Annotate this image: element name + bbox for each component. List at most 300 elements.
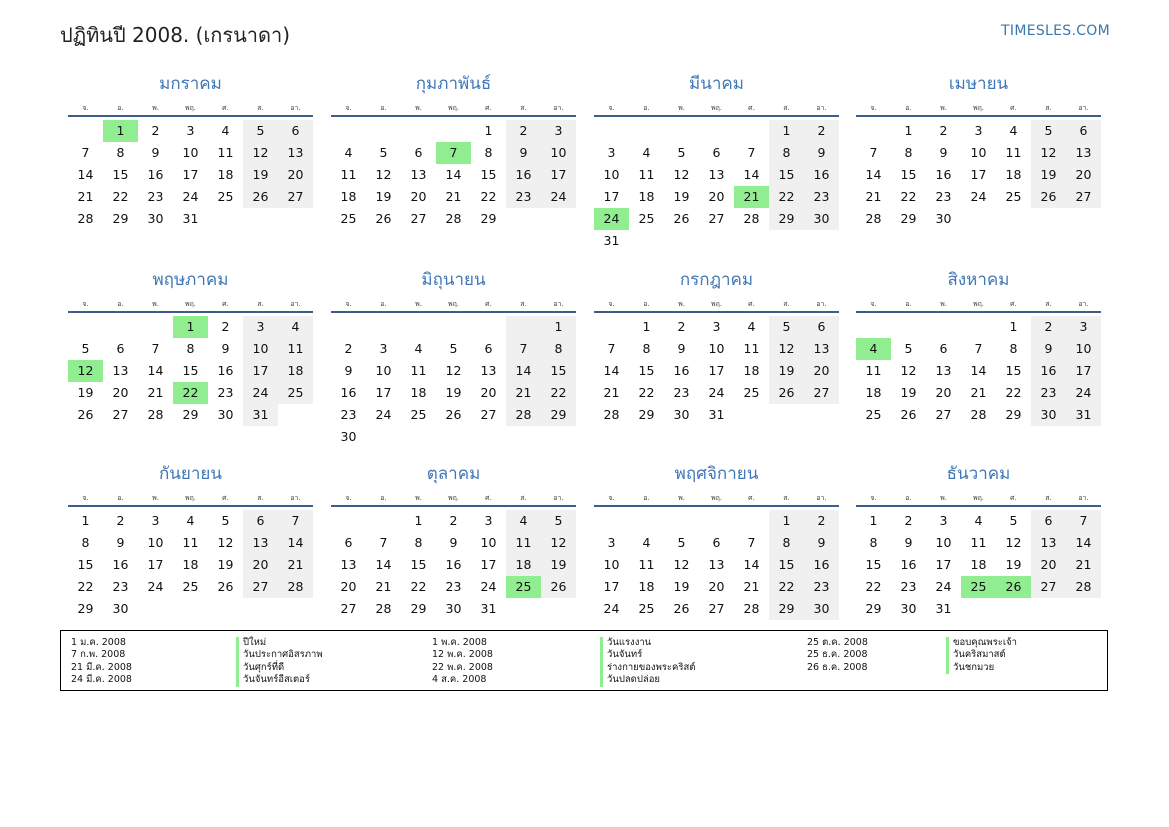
weekday-label: อา. xyxy=(553,494,564,502)
day-cell: 12 xyxy=(673,557,690,572)
day-cell: 1 xyxy=(769,510,804,532)
weekday-label: ศ. xyxy=(1010,300,1017,308)
day-cell: 10 xyxy=(935,535,952,550)
weekday-label: อ. xyxy=(380,300,387,308)
month-calendar xyxy=(68,462,313,620)
month-name: พฤศจิกายน xyxy=(674,464,759,484)
day-cell: 20 xyxy=(410,189,427,204)
month-name: มิถุนายน xyxy=(421,270,486,290)
empty-cell xyxy=(366,120,401,142)
empty-cell xyxy=(734,510,769,532)
day-cell: 1 xyxy=(484,123,493,138)
day-cell: 1 xyxy=(81,513,90,528)
day-cell: 24 xyxy=(243,382,278,404)
weekday-label: ศ. xyxy=(222,104,229,112)
weekday-label: พ. xyxy=(940,494,947,502)
day-cell: 25 xyxy=(217,189,234,204)
weekday-label: ส. xyxy=(783,104,790,112)
month-name: ตุลาคม xyxy=(426,464,481,484)
day-cell: 5 xyxy=(677,145,686,160)
weekday-label: อ. xyxy=(643,300,650,308)
day-cell: 4 xyxy=(186,513,195,528)
day-cell: 14 xyxy=(147,363,164,378)
weekday-label: จ. xyxy=(608,300,615,308)
month-calendar xyxy=(856,268,1101,426)
day-cell: 19 xyxy=(673,579,690,594)
day-cell: 1 xyxy=(642,319,651,334)
weekday-label: พ. xyxy=(940,104,947,112)
holiday-date: 12 พ.ค. 2008 xyxy=(432,649,493,661)
weekday-label: อา. xyxy=(553,104,564,112)
day-cell: 2 xyxy=(1031,316,1066,338)
day-cell: 6 xyxy=(243,510,278,532)
day-cell: 4 xyxy=(1009,123,1018,138)
weekday-header xyxy=(331,102,576,114)
day-cell: 8 xyxy=(186,341,195,356)
day-cell: 25 xyxy=(865,407,882,422)
day-cell: 13 xyxy=(480,363,497,378)
day-cell: 16 xyxy=(900,557,917,572)
header-divider xyxy=(594,115,839,117)
day-cell: 23 xyxy=(506,186,541,208)
day-cell: 10 xyxy=(970,145,987,160)
day-cell: 21 xyxy=(506,382,541,404)
day-cell: 28 xyxy=(375,601,392,616)
legend-dates-column xyxy=(71,637,132,687)
day-cell: 6 xyxy=(484,341,493,356)
day-cell: 18 xyxy=(865,385,882,400)
day-cell: 22 xyxy=(77,579,94,594)
day-cell: 9 xyxy=(506,142,541,164)
day-cell: 7 xyxy=(747,145,756,160)
day-cell: 24 xyxy=(935,579,952,594)
day-cell: 8 xyxy=(1009,341,1018,356)
day-cell: 16 xyxy=(445,557,462,572)
day-cell: 25 xyxy=(278,382,313,404)
day-cell: 11 xyxy=(182,535,199,550)
day-cell: 10 xyxy=(147,535,164,550)
day-cell: 24 xyxy=(708,385,725,400)
day-cell: 29 xyxy=(865,601,882,616)
day-cell: 11 xyxy=(638,167,655,182)
weekday-label: อ. xyxy=(117,300,124,308)
day-cell: 13 xyxy=(278,142,313,164)
day-cell: 28 xyxy=(743,601,760,616)
day-cell: 3 xyxy=(974,123,983,138)
empty-cell xyxy=(331,120,366,142)
day-cell: 19 xyxy=(1031,164,1066,186)
month-name: กรกฎาคม xyxy=(679,270,754,290)
day-cell: 25 xyxy=(638,211,655,226)
weekday-label: พฤ. xyxy=(710,494,723,502)
day-cell: 5 xyxy=(449,341,458,356)
header-divider xyxy=(856,311,1101,313)
day-cell: 11 xyxy=(970,535,987,550)
day-cell: 7 xyxy=(81,145,90,160)
weekday-header xyxy=(594,492,839,504)
day-cell: 7 xyxy=(506,338,541,360)
day-cell: 5 xyxy=(81,341,90,356)
month-name: กันยายน xyxy=(158,464,222,484)
holiday-name: วันจันทร์อีสเตอร์ xyxy=(236,674,323,686)
day-cell: 25 xyxy=(182,579,199,594)
day-cell: 14 xyxy=(375,557,392,572)
day-cell: 7 xyxy=(379,535,388,550)
day-cell: 27 xyxy=(1066,186,1101,208)
weekday-label: ศ. xyxy=(485,300,492,308)
month-calendar xyxy=(331,72,576,230)
weekday-label: จ. xyxy=(82,494,89,502)
day-cell: 15 xyxy=(1005,363,1022,378)
day-cell: 27 xyxy=(935,407,952,422)
day-grid xyxy=(68,510,313,620)
day-cell: 22 xyxy=(769,186,804,208)
day-cell: 23 xyxy=(217,385,234,400)
weekday-label: ส. xyxy=(520,494,527,502)
day-cell: 20 xyxy=(480,385,497,400)
weekday-label: พ. xyxy=(152,104,159,112)
weekday-header xyxy=(68,492,313,504)
weekday-label: พ. xyxy=(678,104,685,112)
day-cell: 1 xyxy=(541,316,576,338)
day-cell: 12 xyxy=(217,535,234,550)
day-cell: 11 xyxy=(278,338,313,360)
day-cell: 2 xyxy=(116,513,125,528)
holiday-date: 26 ธ.ค. 2008 xyxy=(807,661,868,673)
day-cell: 28 xyxy=(743,211,760,226)
header-divider xyxy=(594,505,839,507)
day-cell: 11 xyxy=(506,532,541,554)
empty-cell xyxy=(699,120,734,142)
month-calendar xyxy=(68,268,313,426)
day-cell: 15 xyxy=(410,557,427,572)
day-cell: 9 xyxy=(449,535,458,550)
day-cell: 14 xyxy=(970,363,987,378)
day-cell: 17 xyxy=(541,164,576,186)
holiday-name: วันแรงงาน xyxy=(600,637,695,649)
day-cell: 16 xyxy=(147,167,164,182)
day-cell: 29 xyxy=(112,211,129,226)
day-cell: 18 xyxy=(743,363,760,378)
month-name: ธันวาคม xyxy=(946,464,1011,484)
day-cell: 7 xyxy=(436,142,471,164)
holiday-date: 21 มี.ค. 2008 xyxy=(71,661,132,673)
day-cell: 7 xyxy=(869,145,878,160)
day-cell: 3 xyxy=(243,316,278,338)
weekday-label: อา. xyxy=(553,300,564,308)
day-cell: 4 xyxy=(974,513,983,528)
day-cell: 3 xyxy=(1066,316,1101,338)
day-cell: 15 xyxy=(865,557,882,572)
weekday-header xyxy=(594,298,839,310)
day-cell: 16 xyxy=(673,363,690,378)
day-cell: 11 xyxy=(217,145,234,160)
page-title: ปฏิทินปี 2008. (เกรนาดา) xyxy=(60,23,291,47)
day-cell: 20 xyxy=(1066,164,1101,186)
day-cell: 22 xyxy=(480,189,497,204)
day-cell: 1 xyxy=(904,123,913,138)
day-cell: 27 xyxy=(708,211,725,226)
day-cell: 25 xyxy=(1005,189,1022,204)
holiday-name: วันจันทร์ xyxy=(600,649,695,661)
weekday-label: พ. xyxy=(415,300,422,308)
day-cell: 10 xyxy=(480,535,497,550)
weekday-label: จ. xyxy=(82,300,89,308)
day-grid xyxy=(856,510,1101,620)
weekday-label: ส. xyxy=(257,494,264,502)
day-grid xyxy=(856,120,1101,230)
day-cell: 10 xyxy=(182,145,199,160)
day-cell: 2 xyxy=(804,510,839,532)
weekday-label: อ. xyxy=(643,104,650,112)
day-cell: 30 xyxy=(935,211,952,226)
weekday-label: จ. xyxy=(345,494,352,502)
day-cell: 14 xyxy=(743,557,760,572)
legend-dates-column xyxy=(432,637,493,687)
header-divider xyxy=(68,115,313,117)
day-cell: 27 xyxy=(112,407,129,422)
day-cell: 23 xyxy=(804,186,839,208)
day-cell: 26 xyxy=(673,601,690,616)
holiday-name: วันประกาศอิสรภาพ xyxy=(236,649,323,661)
day-cell: 3 xyxy=(712,319,721,334)
day-cell: 6 xyxy=(1066,120,1101,142)
weekday-label: ส. xyxy=(257,104,264,112)
empty-cell xyxy=(734,120,769,142)
day-cell: 13 xyxy=(935,363,952,378)
day-cell: 15 xyxy=(638,363,655,378)
empty-cell xyxy=(366,316,401,338)
day-cell: 11 xyxy=(1005,145,1022,160)
day-cell: 18 xyxy=(638,189,655,204)
day-cell: 13 xyxy=(708,167,725,182)
month-calendar xyxy=(856,462,1101,620)
day-cell: 8 xyxy=(769,142,804,164)
day-cell: 12 xyxy=(769,338,804,360)
day-cell: 30 xyxy=(340,429,357,444)
weekday-label: อา. xyxy=(816,104,827,112)
day-cell: 18 xyxy=(217,167,234,182)
day-cell: 31 xyxy=(935,601,952,616)
weekday-label: อา. xyxy=(290,494,301,502)
day-cell: 8 xyxy=(869,535,878,550)
weekday-header xyxy=(331,298,576,310)
day-cell: 21 xyxy=(734,186,769,208)
month-name: พฤษภาคม xyxy=(152,270,229,290)
month-calendar xyxy=(68,72,313,230)
day-cell: 18 xyxy=(410,385,427,400)
day-cell: 5 xyxy=(1031,120,1066,142)
day-cell: 16 xyxy=(217,363,234,378)
weekday-label: อ. xyxy=(905,494,912,502)
day-cell: 9 xyxy=(677,341,686,356)
day-grid xyxy=(68,120,313,230)
empty-cell xyxy=(331,510,366,532)
day-cell: 12 xyxy=(673,167,690,182)
day-cell: 22 xyxy=(1005,385,1022,400)
day-cell: 15 xyxy=(541,360,576,382)
day-cell: 6 xyxy=(414,145,423,160)
empty-cell xyxy=(961,316,996,338)
empty-cell xyxy=(594,316,629,338)
day-cell: 2 xyxy=(221,319,230,334)
day-cell: 23 xyxy=(673,385,690,400)
day-cell: 28 xyxy=(278,576,313,598)
day-cell: 7 xyxy=(278,510,313,532)
day-cell: 11 xyxy=(743,341,760,356)
weekday-label: พ. xyxy=(415,494,422,502)
day-cell: 22 xyxy=(900,189,917,204)
day-cell: 5 xyxy=(221,513,230,528)
day-cell: 13 xyxy=(804,338,839,360)
empty-cell xyxy=(366,510,401,532)
day-cell: 9 xyxy=(116,535,125,550)
weekday-label: อ. xyxy=(117,104,124,112)
weekday-label: ศ. xyxy=(222,300,229,308)
weekday-label: พฤ. xyxy=(184,104,197,112)
day-cell: 24 xyxy=(541,186,576,208)
month-calendar xyxy=(594,462,839,620)
day-cell: 3 xyxy=(151,513,160,528)
day-cell: 14 xyxy=(77,167,94,182)
day-cell: 2 xyxy=(449,513,458,528)
day-cell: 6 xyxy=(712,145,721,160)
weekday-label: พฤ. xyxy=(972,494,985,502)
day-cell: 31 xyxy=(603,233,620,248)
day-cell: 8 xyxy=(81,535,90,550)
day-cell: 26 xyxy=(900,407,917,422)
weekday-label: ศ. xyxy=(485,494,492,502)
day-cell: 31 xyxy=(480,601,497,616)
site-logo-text[interactable]: TIMESLES.COM xyxy=(1001,23,1110,39)
weekday-label: ส. xyxy=(1045,494,1052,502)
day-cell: 19 xyxy=(1005,557,1022,572)
day-cell: 9 xyxy=(939,145,948,160)
day-cell: 28 xyxy=(77,211,94,226)
holiday-date: 24 มี.ค. 2008 xyxy=(71,674,132,686)
holiday-name: วันคริสมาสต์ xyxy=(946,649,1017,661)
day-cell: 26 xyxy=(769,382,804,404)
legend-names-column xyxy=(236,637,323,687)
day-cell: 20 xyxy=(708,189,725,204)
month-calendar xyxy=(594,268,839,426)
weekday-label: อา. xyxy=(1078,300,1089,308)
day-cell: 13 xyxy=(340,557,357,572)
empty-cell xyxy=(629,510,664,532)
day-cell: 26 xyxy=(445,407,462,422)
day-cell: 24 xyxy=(147,579,164,594)
weekday-label: พ. xyxy=(152,494,159,502)
weekday-label: อา. xyxy=(290,104,301,112)
day-grid xyxy=(594,510,839,620)
day-cell: 20 xyxy=(278,164,313,186)
weekday-label: พฤ. xyxy=(710,104,723,112)
day-cell: 9 xyxy=(904,535,913,550)
day-cell: 19 xyxy=(445,385,462,400)
day-cell: 4 xyxy=(856,338,891,360)
day-cell: 2 xyxy=(151,123,160,138)
weekday-header xyxy=(68,102,313,114)
header-divider xyxy=(68,505,313,507)
weekday-label: อ. xyxy=(905,104,912,112)
day-cell: 5 xyxy=(1009,513,1018,528)
day-cell: 16 xyxy=(935,167,952,182)
day-cell: 19 xyxy=(769,360,804,382)
weekday-label: ศ. xyxy=(748,494,755,502)
weekday-label: พฤ. xyxy=(184,494,197,502)
weekday-label: พฤ. xyxy=(447,494,460,502)
day-cell: 28 xyxy=(1066,576,1101,598)
header-divider xyxy=(331,505,576,507)
weekday-label: จ. xyxy=(870,300,877,308)
day-cell: 8 xyxy=(116,145,125,160)
day-cell: 27 xyxy=(1031,576,1066,598)
day-cell: 10 xyxy=(375,363,392,378)
holiday-name: วันปลดปล่อย xyxy=(600,674,695,686)
day-cell: 26 xyxy=(541,576,576,598)
day-cell: 31 xyxy=(1066,404,1101,426)
day-cell: 18 xyxy=(506,554,541,576)
day-cell: 3 xyxy=(939,513,948,528)
day-cell: 3 xyxy=(484,513,493,528)
weekday-label: ส. xyxy=(783,494,790,502)
day-cell: 4 xyxy=(747,319,756,334)
day-cell: 18 xyxy=(278,360,313,382)
day-cell: 21 xyxy=(743,579,760,594)
month-name: เมษายน xyxy=(948,74,1009,94)
day-cell: 3 xyxy=(186,123,195,138)
day-cell: 15 xyxy=(182,363,199,378)
day-cell: 4 xyxy=(414,341,423,356)
empty-cell xyxy=(926,316,961,338)
day-cell: 12 xyxy=(68,360,103,382)
day-grid xyxy=(331,510,576,620)
weekday-header xyxy=(68,298,313,310)
day-cell: 25 xyxy=(638,601,655,616)
day-cell: 11 xyxy=(410,363,427,378)
day-cell: 25 xyxy=(506,576,541,598)
empty-cell xyxy=(436,120,471,142)
day-cell: 5 xyxy=(904,341,913,356)
day-cell: 2 xyxy=(677,319,686,334)
day-cell: 25 xyxy=(340,211,357,226)
day-cell: 17 xyxy=(970,167,987,182)
day-cell: 15 xyxy=(769,164,804,186)
day-cell: 1 xyxy=(769,120,804,142)
day-cell: 19 xyxy=(541,554,576,576)
header-divider xyxy=(856,505,1101,507)
weekday-label: จ. xyxy=(608,494,615,502)
day-cell: 30 xyxy=(673,407,690,422)
holiday-legend xyxy=(60,630,1108,691)
day-cell: 22 xyxy=(173,382,208,404)
day-cell: 30 xyxy=(445,601,462,616)
day-cell: 27 xyxy=(243,576,278,598)
day-cell: 2 xyxy=(939,123,948,138)
day-cell: 29 xyxy=(480,211,497,226)
empty-cell xyxy=(594,510,629,532)
day-cell: 17 xyxy=(603,579,620,594)
day-cell: 23 xyxy=(112,579,129,594)
weekday-label: จ. xyxy=(608,104,615,112)
day-cell: 29 xyxy=(769,208,804,230)
day-cell: 19 xyxy=(375,189,392,204)
day-cell: 16 xyxy=(1031,360,1066,382)
day-cell: 6 xyxy=(1031,510,1066,532)
day-cell: 10 xyxy=(603,557,620,572)
day-cell: 14 xyxy=(865,167,882,182)
month-name: กุมภาพันธ์ xyxy=(415,74,492,94)
